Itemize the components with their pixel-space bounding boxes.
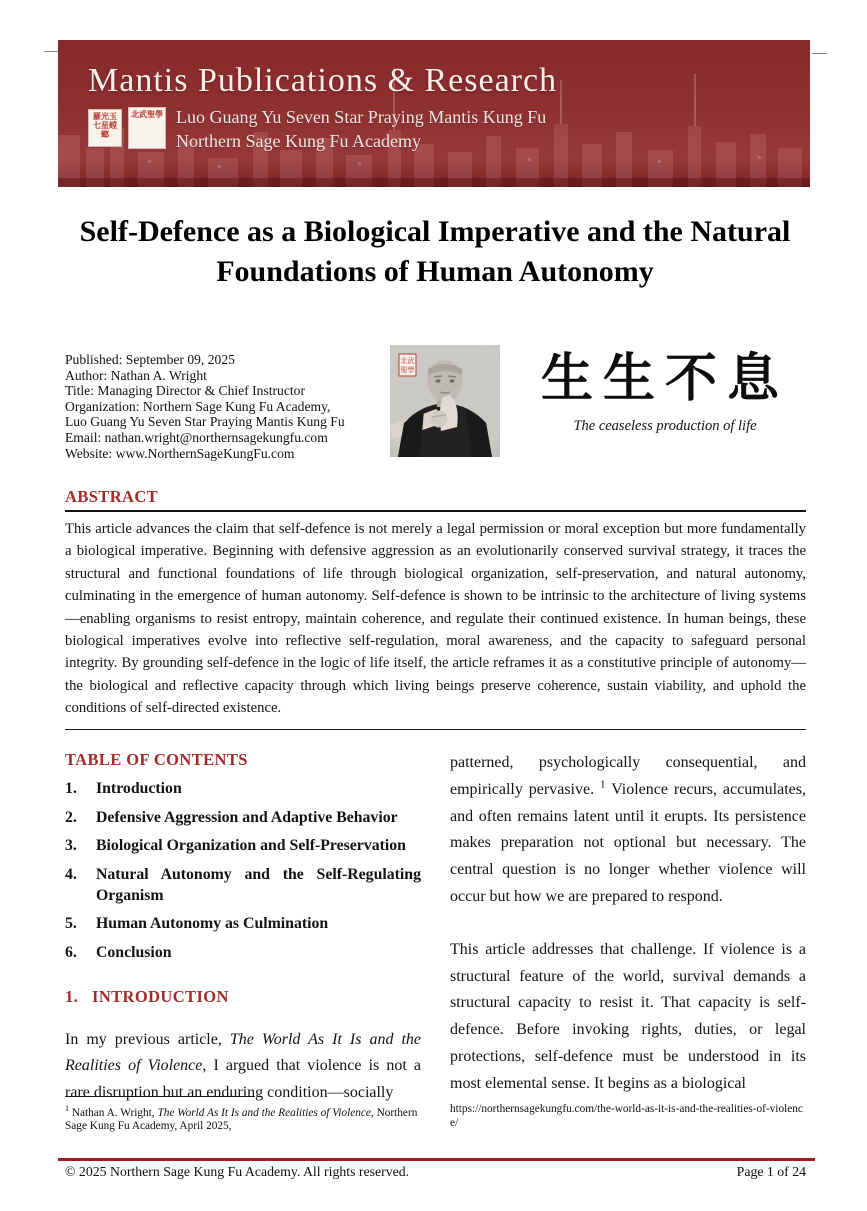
calligraphy-caption: The ceaseless production of life: [573, 418, 757, 435]
toc-item-biological-organization: 3. Biological Organization and Self-Preservation: [65, 837, 406, 854]
footnote-cited-title: The World As It Is and the Realities of Violence: [157, 1106, 371, 1119]
right-column: [450, 750, 806, 1107]
footnote-url-link[interactable]: https://northernsagekungfu.com/the-world-as-it-is-and-the-realities-of-violence/: [450, 1103, 803, 1129]
toc-item-defensive-aggression: 2. Defensive Aggression and Adaptive Behavior: [65, 808, 398, 826]
meta-organization: Organization: Northern Sage Kung Fu Academy,: [65, 398, 331, 414]
svg-text:聖學: 聖學: [400, 366, 415, 374]
meta-organization-line2: Luo Guang Yu Seven Star Praying Mantis Kung Fu: [65, 414, 345, 430]
svg-text:北武: 北武: [400, 357, 415, 365]
footnote-rule: [65, 1096, 255, 1097]
toc-item-natural-autonomy: 4. Natural Autonomy and the Self-Regulating Organism: [65, 865, 421, 904]
abstract-bottom-rule: [65, 729, 806, 730]
article-metadata: [65, 352, 410, 461]
footnote-left: $^1$ Nathan A. Wright, The World As It Is and the Realities of Violence, Northern Sage Kung Fu Academy, April 2025,: [65, 1096, 421, 1134]
footnote-reference: 1: [600, 778, 606, 791]
abstract-body: This article advances the claim that self-defence is not merely a legal permission or moral exception but more fundamentally a biological imperative. Beginning with defensive aggression as an evolutionarily conserved survival strategy, it traces the structural and functional foundations of life through biological organization, self-preservation, and natural autonomy, culminating in the emergence of human autonomy. Self-defence is shown to be intrinsic to the architecture of living systems—enabling organisms to resist entropy, maintain coherence, and regulate their continued existence. In human beings, these biological imperatives evolve into reflective self-regulation, moral awareness, and the capacity to safeguard personal integrity. By grounding self-defence in the logic of life itself, the article reframes it as a constitutive principle of autonomy—the biological and reflective capacity through which living beings preserve coherence, sustain viability, and uphold the conditions of self-directed existence.: [65, 521, 806, 717]
introduction-paragraph: In my previous article, The World As It Is and the Realities of Violence, I argued that violence is not a rare disruption but an enduring condition—socially: [65, 1030, 421, 1102]
footer-rule: [58, 1158, 815, 1161]
toc-item-human-autonomy: 5. Human Autonomy as Culmination: [65, 915, 329, 932]
toc-item-introduction: 1. Introduction: [65, 780, 182, 797]
meta-website: Website: www.NorthernSageKungFu.com: [65, 445, 295, 461]
toc-list: [65, 778, 421, 963]
copyright-notice: © 2025 Northern Sage Kung Fu Academy. All rights reserved.: [65, 1164, 410, 1179]
crop-mark: [812, 53, 827, 54]
meta-title: Title: Managing Director & Chief Instructor: [65, 383, 305, 399]
page-number: Page 1 of 24: [736, 1164, 806, 1179]
footnote-right: [450, 1096, 806, 1134]
crop-mark: [44, 51, 58, 52]
banner-subtitle-lineage: Luo Guang Yu Seven Star Praying Mantis Kung Fu: [176, 107, 547, 127]
article-title: Self-Defence as a Biological Imperative and the Natural Foundations of Human Autonomy: [79, 215, 791, 288]
footnotes-section: [65, 1096, 806, 1134]
article-body-columns: [65, 750, 806, 1107]
cited-article-title: The World As It Is and the Realities of Violence: [65, 1030, 421, 1075]
article-meta-section: [65, 345, 805, 470]
meta-author: Author: Nathan A. Wright: [65, 367, 207, 383]
meta-published: Published: September 09, 2025: [65, 352, 235, 367]
calligraphy-characters: 生生不息: [540, 349, 789, 409]
abstract-section: [65, 487, 806, 730]
calligraphy-block: [520, 351, 810, 435]
page-footer: [65, 1164, 806, 1180]
author-photo: [390, 345, 500, 457]
northern-sage-seal-icon: 北武聖學: [128, 107, 166, 149]
banner-subtitle-academy: Northern Sage Kung Fu Academy: [176, 130, 421, 151]
body-paragraph-1: patterned, psychologically consequential, and empirically pervasive. $^1$ Violence recurs, accumulates, and often remains latent until it erupts. Its persistence makes preparation not optional but necessary. The central question is no longer whether violence will occur but how we are prepared to respond.: [450, 754, 807, 905]
body-paragraph-2: This article addresses that challenge. If violence is a structural feature of the world, survival demands a structural capacity to resist it. That capacity is self-defence. Before invoking rights, duties, or legal protections, self-defence must be understood in its most elemental sense. It begins as a biological: [450, 940, 806, 1092]
left-column: [65, 750, 421, 1107]
toc-heading: TABLE OF CONTENTS: [65, 750, 248, 769]
luo-guang-yu-seal-icon: 羅光玉七星螳螂: [88, 109, 122, 147]
toc-item-conclusion: 6. Conclusion: [65, 943, 172, 961]
introduction-heading: 1. INTRODUCTION: [65, 986, 229, 1006]
publication-banner: [58, 40, 810, 187]
abstract-heading: ABSTRACT: [65, 487, 159, 506]
abstract-top-rule: [65, 510, 806, 512]
meta-email: Email: nathan.wright@northernsagekungfu.com: [65, 429, 328, 445]
publication-title: Mantis Publications & Research: [88, 62, 558, 99]
footnote-marker: 1: [65, 1104, 69, 1113]
